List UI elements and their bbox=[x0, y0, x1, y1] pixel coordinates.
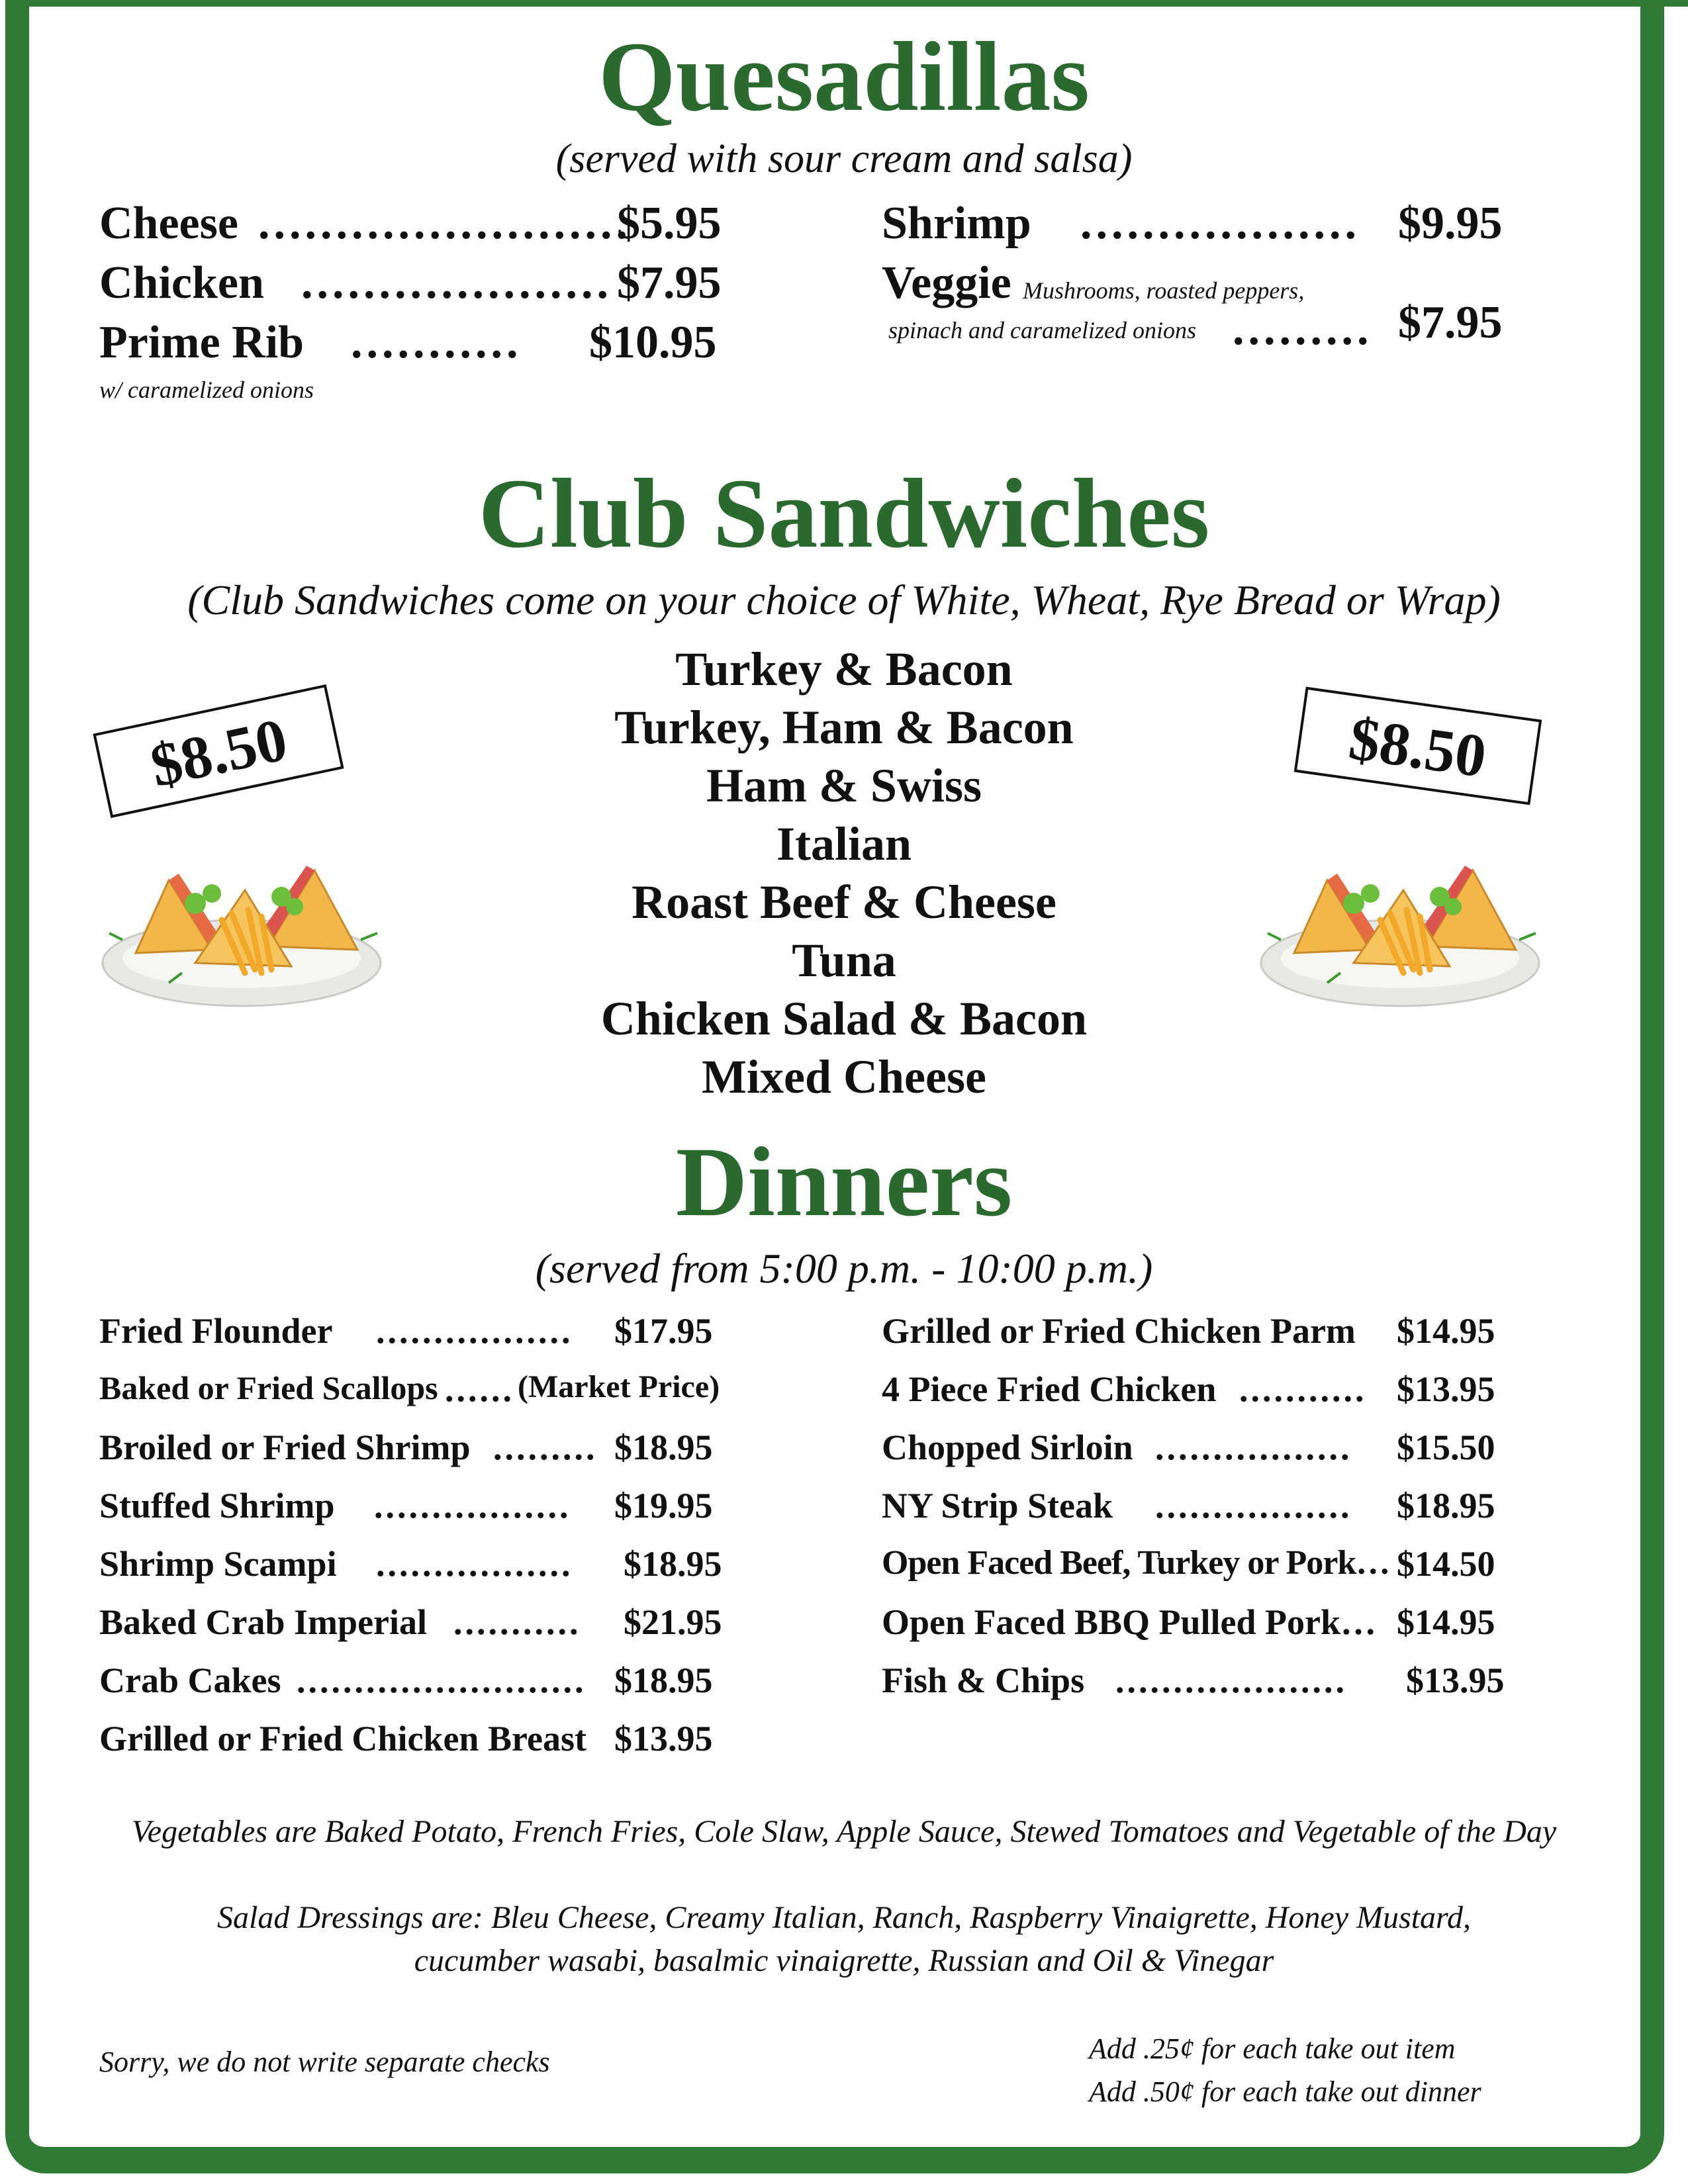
dinner-item-price: $13.95 bbox=[1406, 1661, 1505, 1700]
leader-dots: ......................... bbox=[297, 1661, 586, 1700]
leader-dots: ........... bbox=[1239, 1369, 1367, 1409]
club-sandwich-plate-image bbox=[96, 841, 387, 1019]
club-item: Roast Beef & Cheese bbox=[632, 876, 1056, 929]
leader-dots: ......... bbox=[1233, 304, 1373, 355]
item-price: $5.95 bbox=[617, 198, 722, 249]
dinners-subtitle: (served from 5:00 p.m. - 10:00 p.m.) bbox=[535, 1245, 1153, 1292]
dinner-item-price: $18.95 bbox=[624, 1544, 722, 1584]
item-note: w/ caramelized onions bbox=[99, 377, 314, 403]
dinner-item-name: Shrimp Scampi bbox=[99, 1544, 337, 1584]
leader-dots: ........... bbox=[351, 317, 522, 368]
dinner-item-price: $21.95 bbox=[624, 1602, 722, 1642]
item-price: $7.95 bbox=[1398, 297, 1503, 348]
club-item: Mixed Cheese bbox=[702, 1050, 986, 1103]
dinner-item-price: $15.50 bbox=[1397, 1428, 1495, 1467]
quesadillas-heading: Quesadillas bbox=[598, 22, 1090, 132]
item-name: Chicken bbox=[99, 257, 264, 308]
dinner-item-price: $18.95 bbox=[1397, 1486, 1495, 1525]
dressings-note: cucumber wasabi, basalmic vinaigrette, Russian and Oil & Vinegar bbox=[414, 1943, 1274, 1978]
dinner-item-name: Baked Crab Imperial bbox=[99, 1602, 428, 1642]
takeout-dinner-note: Add .50¢ for each take out dinner bbox=[1089, 2075, 1481, 2108]
takeout-item-note: Add .25¢ for each take out item bbox=[1089, 2032, 1456, 2065]
dinner-item-name: Grilled or Fried Chicken Parm bbox=[882, 1311, 1356, 1351]
dinner-item-name: Fish & Chips bbox=[882, 1661, 1085, 1700]
dinners-heading: Dinners bbox=[675, 1127, 1013, 1237]
leader-dots: ................. bbox=[374, 1486, 571, 1525]
leader-dots: ................. bbox=[1155, 1428, 1352, 1467]
price-tag-right: $8.50 bbox=[1294, 687, 1542, 805]
vegetables-note: Vegetables are Baked Potato, French Fries, Cole Slaw, Apple Sauce, Stewed Tomatoes and Vegetable of the Day bbox=[131, 1814, 1557, 1849]
dinner-item-name: NY Strip Steak bbox=[882, 1486, 1113, 1525]
dinner-item-price: $18.95 bbox=[614, 1661, 713, 1700]
dinner-item-price: $13.95 bbox=[1397, 1369, 1495, 1409]
leader-dots: ................. bbox=[376, 1544, 573, 1584]
dinner-item-name: Open Faced BBQ Pulled Pork… bbox=[882, 1602, 1377, 1642]
quesadillas-subtitle: (served with sour cream and salsa) bbox=[555, 136, 1133, 181]
price-tag-left: $8.50 bbox=[93, 684, 344, 818]
dinner-item-price: $14.50 bbox=[1397, 1544, 1495, 1584]
leader-dots: ................. bbox=[376, 1311, 573, 1351]
dinner-item-name: Broiled or Fried Shrimp bbox=[99, 1428, 471, 1467]
club-item: Turkey, Ham & Bacon bbox=[614, 701, 1074, 754]
item-price: $10.95 bbox=[589, 317, 717, 368]
dinner-item-name: Baked or Fried Scallops bbox=[99, 1369, 438, 1406]
separate-checks-note: Sorry, we do not write separate checks bbox=[99, 2046, 550, 2078]
club-item: Chicken Salad & Bacon bbox=[600, 992, 1088, 1045]
club-item: Tuna bbox=[792, 934, 896, 987]
club-item: Italian bbox=[776, 817, 912, 870]
leader-dots: ................. bbox=[1155, 1486, 1352, 1525]
item-name: Prime Rib bbox=[99, 317, 305, 368]
item-note: spinach and caramelized onions bbox=[888, 317, 1196, 343]
dinner-item-name: Stuffed Shrimp bbox=[99, 1486, 335, 1525]
dinner-item-price: $13.95 bbox=[614, 1719, 713, 1758]
leader-dots: .................... bbox=[1115, 1661, 1347, 1700]
club-subtitle: (Club Sandwiches come on your choice of White, Wheat, Rye Bread or Wrap) bbox=[187, 576, 1501, 623]
dinner-item-name: 4 Piece Fried Chicken bbox=[882, 1369, 1217, 1409]
dinner-item-price: $14.95 bbox=[1397, 1602, 1495, 1642]
leader-dots: ...... bbox=[445, 1369, 514, 1409]
dinner-item-price: $17.95 bbox=[614, 1311, 713, 1351]
dinner-item-price: $19.95 bbox=[614, 1486, 713, 1525]
club-item: Turkey & Bacon bbox=[675, 643, 1013, 696]
dinner-item-price: $14.95 bbox=[1397, 1311, 1495, 1351]
dinner-item-name: Fried Flounder bbox=[99, 1311, 333, 1351]
club-item: Ham & Swiss bbox=[706, 759, 982, 812]
leader-dots: .................... bbox=[301, 257, 612, 308]
item-price: $9.95 bbox=[1398, 198, 1503, 249]
dinner-item-name: Chopped Sirloin bbox=[882, 1428, 1133, 1467]
leader-dots: ........................ bbox=[258, 198, 632, 249]
dinner-item-price: (Market Price) bbox=[518, 1369, 720, 1404]
leader-dots: ......... bbox=[493, 1428, 598, 1467]
leader-dots: .................. bbox=[1080, 198, 1360, 249]
dressings-note: Salad Dressings are: Bleu Cheese, Creamy Italian, Ranch, Raspberry Vinaigrette, Honey Mustard, bbox=[217, 1900, 1471, 1935]
leader-dots: ........... bbox=[453, 1602, 581, 1642]
item-price: $7.95 bbox=[617, 257, 722, 308]
club-sandwich-plate-image bbox=[1254, 841, 1546, 1019]
dinner-item-price: $18.95 bbox=[614, 1428, 713, 1467]
item-name: Cheese bbox=[99, 198, 238, 249]
item-note: Mushrooms, roasted peppers, bbox=[1023, 277, 1305, 304]
dinner-item-name: Crab Cakes bbox=[99, 1661, 281, 1700]
dinner-item-name: Grilled or Fried Chicken Breast bbox=[99, 1719, 586, 1758]
club-heading: Club Sandwiches bbox=[478, 459, 1210, 569]
item-name: Veggie bbox=[882, 257, 1011, 308]
item-name: Shrimp bbox=[882, 198, 1031, 249]
dinner-item-name: Open Faced Beef, Turkey or Pork… bbox=[882, 1544, 1390, 1582]
